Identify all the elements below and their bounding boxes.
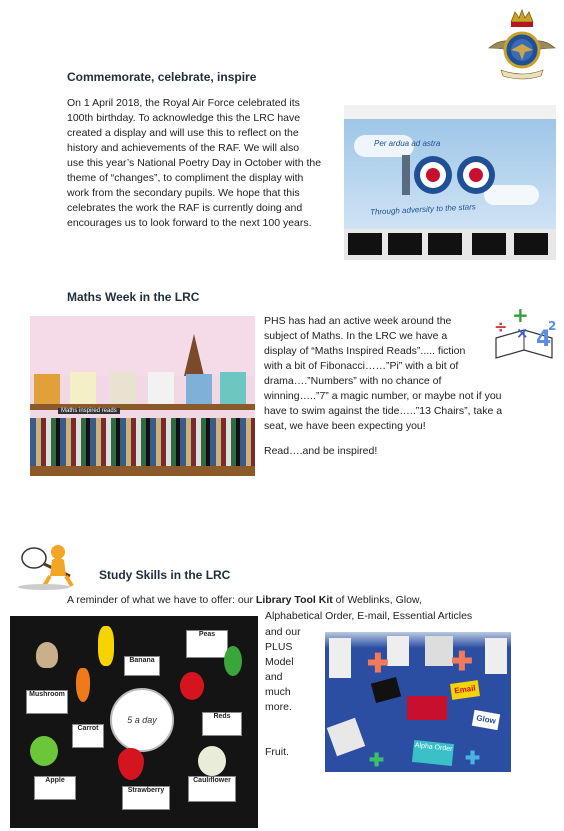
paragraph-line: created a display and will use this to reflect on the: [67, 127, 299, 139]
roundel-icon: [456, 155, 496, 195]
first-aid-card: [407, 696, 447, 720]
photo-card: [371, 677, 401, 703]
paragraph-line: with a bit of Fibonacci……”Pi” with a bit of: [264, 360, 459, 372]
paragraph-line: winning…..”7” a magic number, or maybe not if you: [264, 390, 502, 402]
svg-text:+: +: [512, 303, 529, 327]
study-skills-figure-icon: [14, 542, 84, 590]
leaflet: [485, 638, 507, 674]
narrow-line: much: [265, 686, 291, 698]
leaflet: [425, 636, 453, 666]
book-cover: [186, 374, 212, 404]
fruit-board-photo: [10, 616, 258, 828]
paragraph-line: seat, we have been expecting you!: [264, 420, 426, 432]
shelf-bottom: [30, 466, 255, 476]
cauliflower-plush: [198, 746, 226, 776]
paragraph-line: work from the secondary pupils. We hope that this: [67, 187, 300, 199]
intro-lead: A reminder of what we have to offer: our: [67, 594, 256, 606]
library-toolkit-photo: [325, 632, 511, 772]
fruit-text: Fruit.: [265, 746, 289, 758]
maths-paragraph: [264, 314, 514, 459]
leaflet: [329, 638, 351, 678]
paragraph-line: encourages us to look forward to the next 100 years.: [67, 217, 312, 229]
intro-rest: of Weblinks, Glow,: [332, 594, 422, 606]
svg-text:÷: ÷: [494, 317, 508, 336]
paragraph-line: On 1 April 2018, the Royal Air Force celebrated its: [67, 97, 300, 109]
reds-plush: [180, 672, 204, 700]
fruit-card: Peas: [186, 630, 228, 658]
section-heading-study-skills: Study Skills in the LRC: [99, 568, 231, 582]
maths-reads-photo: [30, 316, 255, 476]
plus-icon: ✚: [465, 748, 481, 768]
apple-plush: [30, 736, 58, 766]
book-cover: [220, 372, 246, 404]
plus-icon: ✚: [369, 750, 385, 770]
narrow-line: more.: [265, 701, 292, 713]
book-tree: [184, 334, 204, 376]
hundred-display: [402, 153, 496, 197]
book-spines: [30, 418, 255, 466]
library-tool-kit: Library Tool Kit: [255, 594, 333, 606]
narrow-line: PLUS: [265, 641, 293, 653]
leaflet: [327, 718, 365, 756]
fruit-card: Strawberry: [122, 786, 170, 810]
motto-top: Per ardua ad astra: [374, 139, 441, 148]
book-cover: [148, 372, 174, 404]
board-top: [325, 632, 511, 648]
toolkit-card-email: Email: [450, 680, 480, 700]
carrot-plush: [76, 668, 90, 702]
maths-closing: Read….and be inspired!: [264, 445, 378, 457]
narrow-line: and: [265, 671, 283, 683]
svg-text:2: 2: [548, 319, 557, 333]
paragraph-line: have to swim against the tide…..”13 Chairs”, take a: [264, 405, 503, 417]
raf-display-photo: [344, 105, 556, 260]
paragraph-line: subject of Maths. In the LRC we have a: [264, 330, 448, 342]
fruit-card: Reds: [202, 712, 242, 736]
banana-plush: [98, 626, 114, 666]
study-skills-intro: [67, 593, 422, 608]
narrow-line: and our: [265, 626, 301, 638]
svg-text:4: 4: [536, 327, 552, 352]
roundel-icon: [413, 155, 453, 195]
paragraph-line: use this year’s National Poetry Day in October with the: [67, 157, 322, 169]
paragraph-line: history and achievements of the RAF. We will also: [67, 142, 300, 154]
monitor: [472, 233, 506, 255]
plus-icon: ✚: [451, 646, 473, 676]
monitor: [348, 233, 382, 255]
ceiling-strip: [344, 105, 556, 120]
paragraph-line: theme of “changes”, to compliment the display with: [67, 172, 304, 184]
plus-icon: ✚: [367, 648, 389, 678]
section-heading-commemorate: Commemorate, celebrate, inspire: [67, 70, 257, 84]
monitor: [514, 233, 548, 255]
book-cover: [34, 374, 60, 404]
study-skills-line2: Alphabetical Order, E-mail, Essential Articles: [265, 610, 473, 622]
fruit-card: Apple: [34, 776, 76, 800]
five-a-day-plate: 5 a day: [110, 688, 174, 752]
leaflet: [387, 636, 409, 666]
monitor: [428, 233, 462, 255]
digit-one: [402, 155, 410, 195]
svg-text:×: ×: [516, 324, 529, 342]
pink-wall: [30, 316, 255, 376]
paragraph-line: 100th birthday. To acknowledge this the LRC have: [67, 112, 301, 124]
strawberry-plush: [118, 748, 144, 780]
peas-plush: [224, 646, 242, 676]
toolkit-card-glow: Glow: [472, 710, 500, 730]
book-cover: [110, 372, 136, 404]
study-skills-narrow-text: [265, 625, 321, 760]
monitor: [388, 233, 422, 255]
section-heading-maths-week: Maths Week in the LRC: [67, 290, 200, 304]
fruit-card: Cauliflower: [188, 776, 236, 802]
narrow-line: Model: [265, 656, 294, 668]
fruit-card: Carrot: [72, 724, 104, 748]
raf-paragraph: [67, 96, 342, 231]
shelf-sign: Maths inspired reads: [58, 408, 120, 414]
mushroom-plush: [36, 642, 58, 668]
paragraph-line: celebrates the work the RAF is currently doing and: [67, 202, 303, 214]
book-cover: [70, 372, 96, 404]
paragraph-line: drama….”Numbers” with no chance of: [264, 375, 442, 387]
raf-badge-icon: [487, 8, 557, 80]
motto-bottom: Through adversity to the stars: [369, 202, 476, 217]
fruit-card: Mushroom: [26, 690, 68, 714]
fruit-card: Banana: [124, 656, 160, 676]
paragraph-line: display of “Maths Inspired Reads”..... fiction: [264, 345, 466, 357]
toolkit-card-alpha-order: Alpha Order: [412, 740, 454, 766]
paragraph-line: PHS has had an active week around the: [264, 315, 452, 327]
